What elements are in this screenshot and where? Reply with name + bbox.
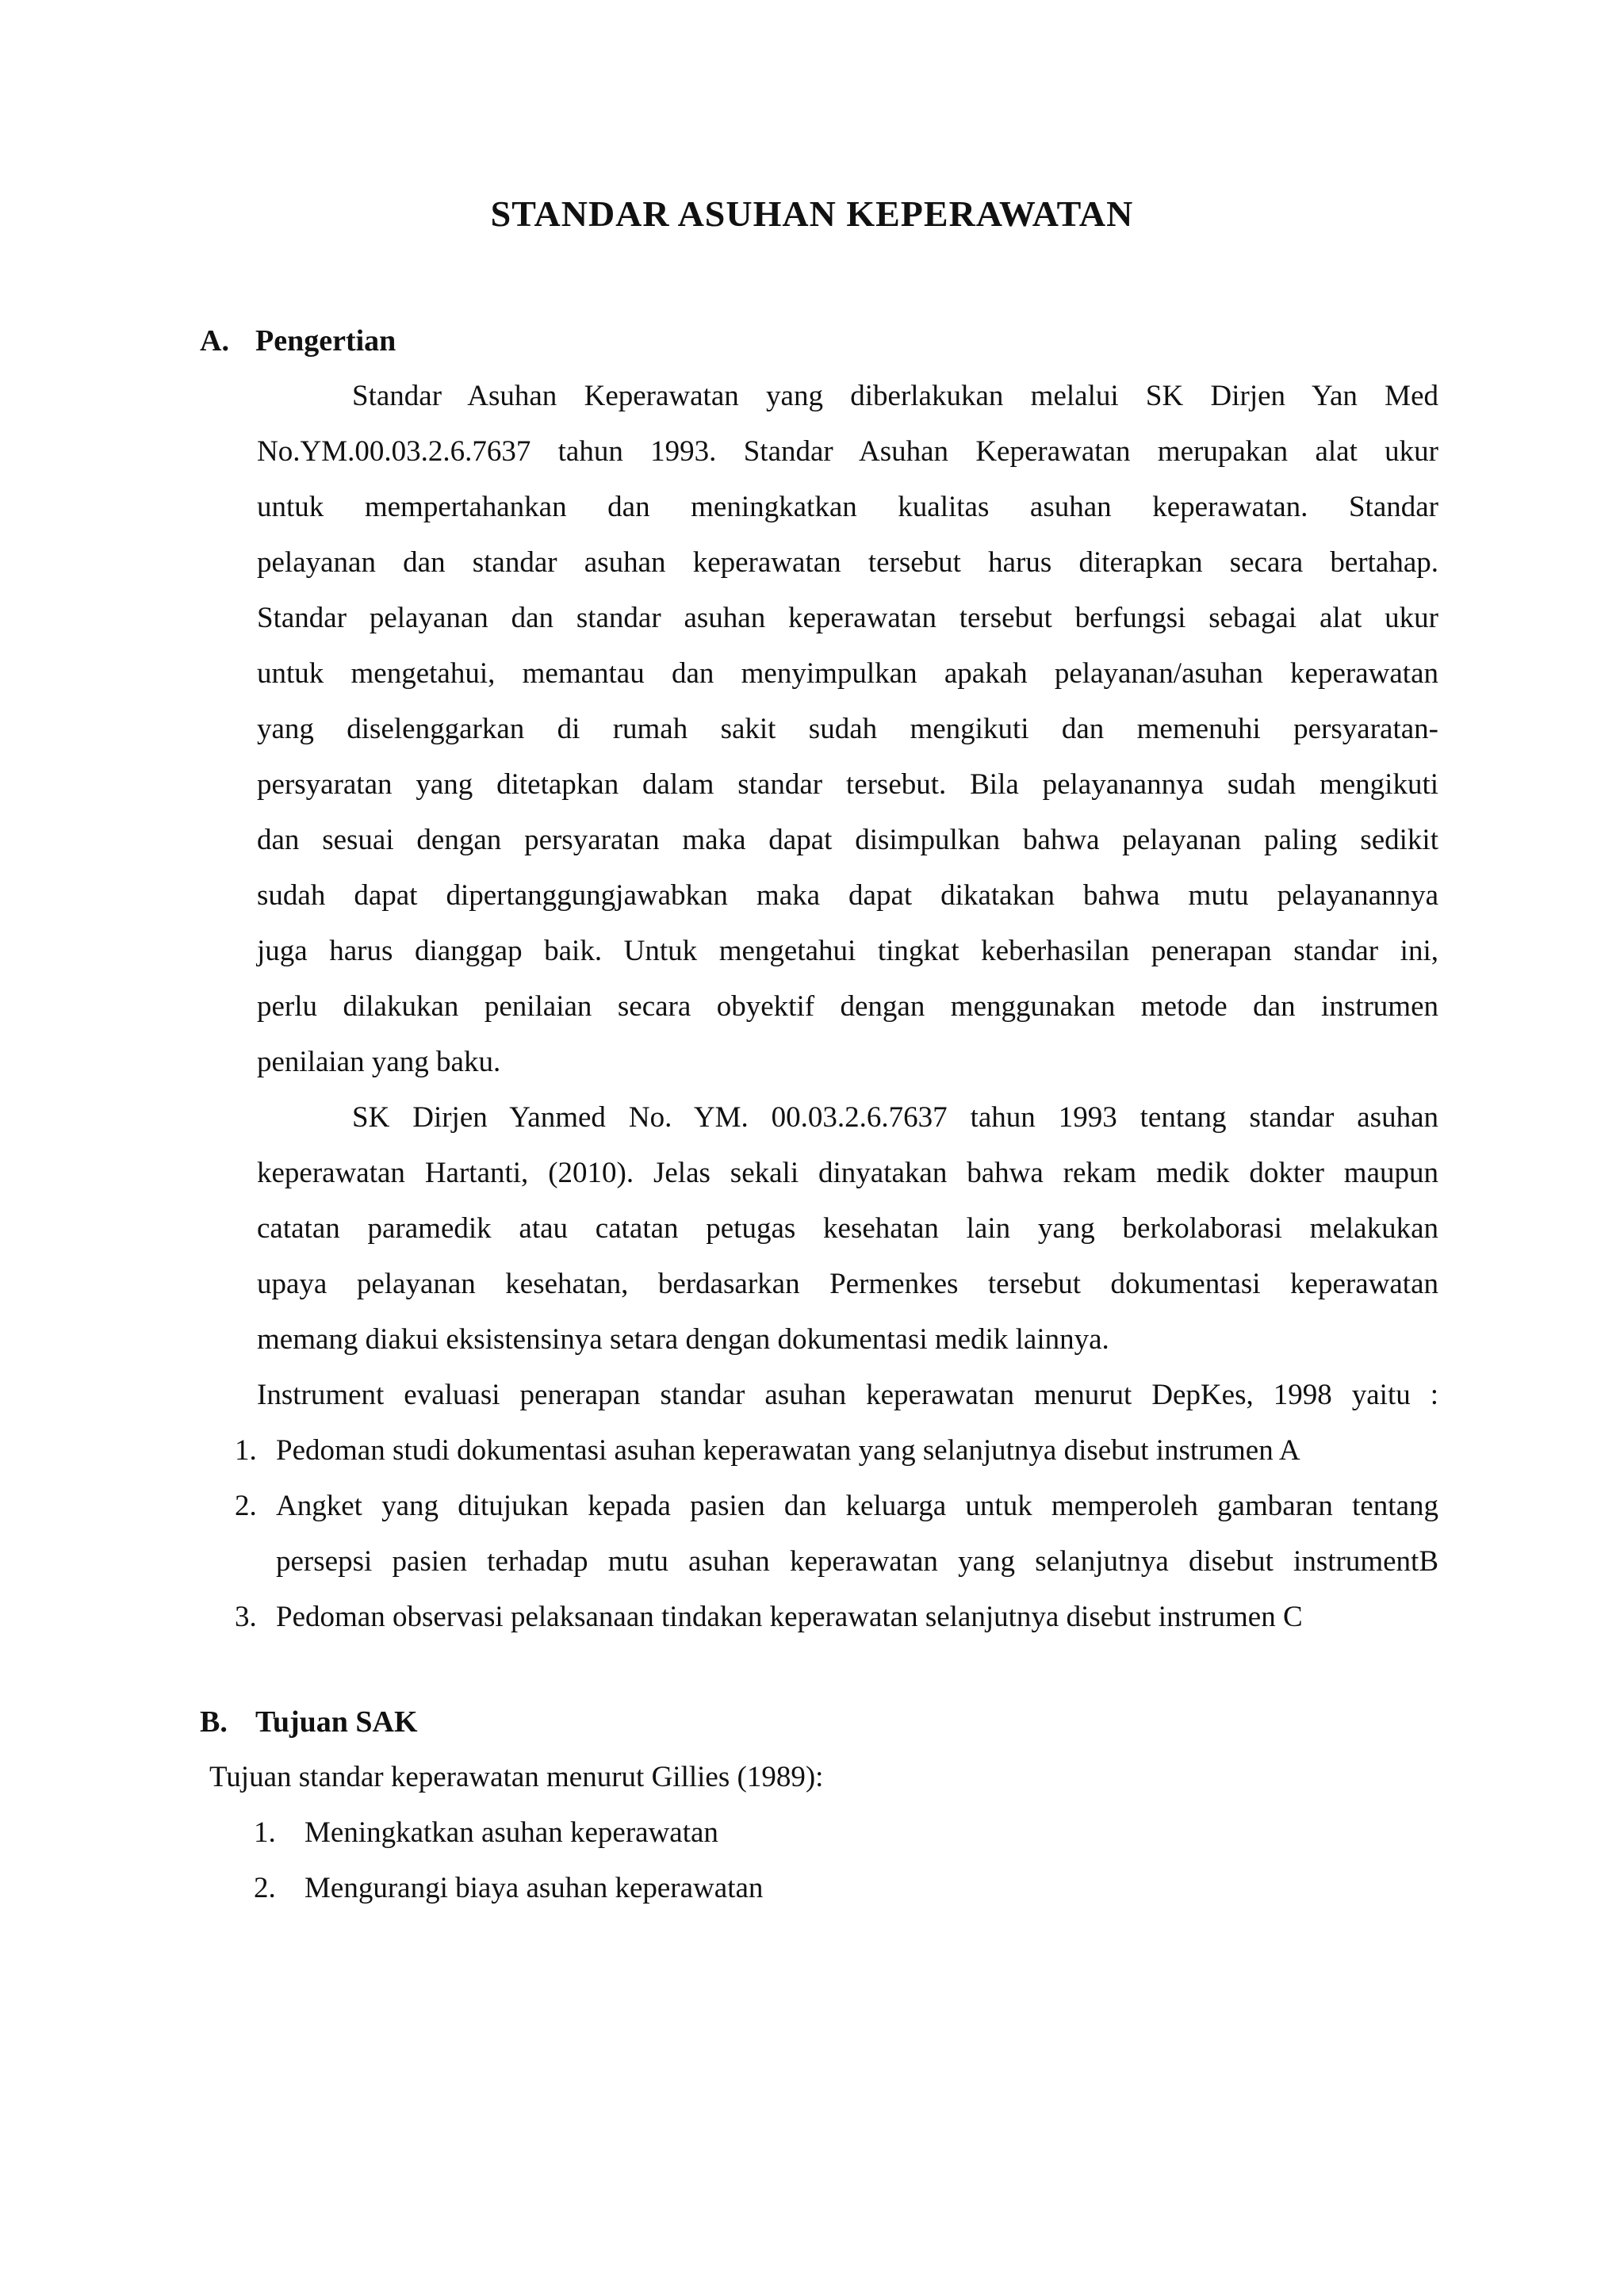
paragraph-line: keperawatan Hartanti, (2010). Jelas sekali dinyatakan bahwa rekam medik dokter maupun	[257, 1157, 1438, 1189]
paragraph-line: perlu dilakukan penilaian secara obyektif dengan menggunakan metode dan instrumen	[257, 990, 1438, 1023]
paragraph-line: juga harus dianggap baik. Untuk mengetahui tingkat keberhasilan penerapan standar ini,	[257, 935, 1438, 967]
paragraph-line: untuk mengetahui, memantau dan menyimpulkan apakah pelayanan/asuhan keperawatan	[257, 657, 1438, 690]
list-item-number: 1.	[235, 1434, 257, 1467]
paragraph-line: untuk mempertahankan dan meningkatkan kualitas asuhan keperawatan. Standar	[257, 491, 1438, 523]
paragraph-line: sudah dapat dipertanggungjawabkan maka dapat dikatakan bahwa mutu pelayanannya	[257, 879, 1438, 912]
page-title: STANDAR ASUHAN KEPERAWATAN	[490, 193, 1134, 234]
paragraph-line: persyaratan yang ditetapkan dalam standar tersebut. Bila pelayanannya sudah mengikuti	[257, 768, 1438, 801]
paragraph-line: penilaian yang baku.	[257, 1046, 501, 1078]
paragraph-line: SK Dirjen Yanmed No. YM. 00.03.2.6.7637 tahun 1993 tentang standar asuhan	[352, 1101, 1438, 1134]
paragraph-line: catatan paramedik atau catatan petugas kesehatan lain yang berkolaborasi melakukan	[257, 1212, 1438, 1245]
section-b-intro: Tujuan standar keperawatan menurut Gillies (1989):	[209, 1761, 824, 1793]
list-item-number: 2.	[235, 1490, 257, 1522]
list-item: Angket yang ditujukan kepada pasien dan keluarga untuk memperoleh gambaran tentang	[276, 1490, 1438, 1522]
list-item: Mengurangi biaya asuhan keperawatan	[304, 1872, 764, 1904]
section-b-heading	[200, 1701, 418, 1743]
paragraph-line: upaya pelayanan kesehatan, berdasarkan Permenkes tersebut dokumentasi keperawatan	[257, 1268, 1438, 1300]
list-item-number: 3.	[235, 1601, 257, 1633]
section-a-heading	[200, 320, 396, 362]
section-b-title: Tujuan SAK	[255, 1705, 418, 1739]
list-item-continuation: persepsi pasien terhadap mutu asuhan keperawatan yang selanjutnya disebut instrumentB	[276, 1545, 1438, 1578]
paragraph-line: Standar Asuhan Keperawatan yang diberlakukan melalui SK Dirjen Yan Med	[352, 380, 1438, 412]
paragraph-line: No.YM.00.03.2.6.7637 tahun 1993. Standar Asuhan Keperawatan merupakan alat ukur	[257, 435, 1438, 468]
instrument-intro: Instrument evaluasi penerapan standar asuhan keperawatan menurut DepKes, 1998 yaitu :	[257, 1379, 1438, 1411]
paragraph-line: Standar pelayanan dan standar asuhan keperawatan tersebut berfungsi sebagai alat ukur	[257, 602, 1438, 634]
list-item-number: 1.	[254, 1816, 276, 1849]
paragraph-line: memang diakui eksistensinya setara dengan dokumentasi medik lainnya.	[257, 1323, 1109, 1356]
list-item-number: 2.	[254, 1872, 276, 1904]
list-item: Pedoman observasi pelaksanaan tindakan keperawatan selanjutnya disebut instrumen C	[276, 1601, 1303, 1633]
list-item: Meningkatkan asuhan keperawatan	[304, 1816, 718, 1849]
section-a-title: Pengertian	[255, 324, 396, 358]
paragraph-line: dan sesuai dengan persyaratan maka dapat disimpulkan bahwa pelayanan paling sedikit	[257, 824, 1438, 856]
paragraph-line: yang diselenggarkan di rumah sakit sudah mengikuti dan memenuhi persyaratan-	[257, 713, 1438, 745]
section-b-label: B.	[200, 1705, 228, 1739]
section-a-label: A.	[200, 324, 229, 358]
paragraph-line: pelayanan dan standar asuhan keperawatan tersebut harus diterapkan secara bertahap.	[257, 546, 1438, 579]
list-item: Pedoman studi dokumentasi asuhan keperawatan yang selanjutnya disebut instrumen A	[276, 1434, 1300, 1467]
